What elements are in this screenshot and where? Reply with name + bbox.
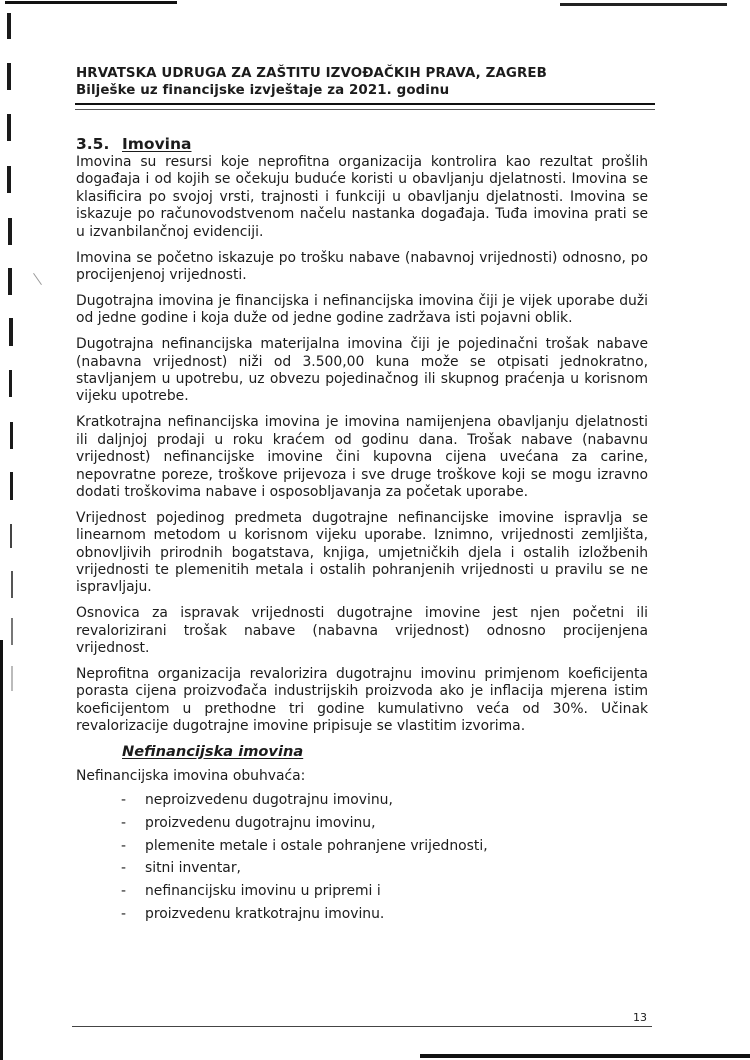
page-number: 13 xyxy=(633,1011,647,1024)
scan-edge-left xyxy=(0,640,3,1060)
header-rule-thick xyxy=(75,103,655,105)
paragraph: Neprofitna organizacija revalorizira dugotrajnu imovinu primjenom koeficijenta porasta cijena proizvođača industrijskih proizvoda ako je inflacija mjerena istim koeficijentom u prethodne tri godine kumulativno veća od 30%. Učinak revalorizacije dugotrajne imovine pripisuje se vlastitim izvorima. xyxy=(76,666,648,735)
subsection-title: Nefinancijska imovina xyxy=(122,742,304,760)
scan-stray-mark xyxy=(33,273,42,285)
section-title: Imovina xyxy=(122,135,192,153)
document-body xyxy=(76,154,648,926)
paragraph: Imovina se početno iskazuje po trošku nabave (nabavnoj vrijednosti) odnosno, po procijenjenoj vrijednosti. xyxy=(76,249,648,283)
list-item xyxy=(76,880,648,903)
list-item-text: proizvedenu kratkotrajnu imovinu. xyxy=(145,906,385,923)
binding-mark xyxy=(10,422,13,449)
dash-bullet-icon: - xyxy=(121,883,127,900)
dash-bullet-icon: - xyxy=(121,906,127,923)
section-heading xyxy=(76,134,191,154)
binding-mark xyxy=(9,318,13,346)
binding-mark xyxy=(10,472,13,500)
header-rule-thin xyxy=(75,109,655,110)
paragraph: Osnovica za ispravak vrijednosti dugotrajne imovine jest njen početni ili revalorizirani trošak nabave (nabavna vrijednost) odnosno procijenjena vrijednost. xyxy=(76,605,648,657)
subsection-intro: Nefinancijska imovina obuhvaća: xyxy=(76,767,306,784)
paragraph: Dugotrajna nefinancijska materijalna imovina čiji je pojedinačni trošak nabave (nabavna vrijednost) niži od 3.500,00 kuna može se otpisati jednokratno, stavljanjem u upotrebu, uz obvezu pojedinačnog ili skupnog praćenja u korisnom vijeku upotrebe. xyxy=(76,336,648,405)
dash-bullet-icon: - xyxy=(121,814,127,831)
paragraph: Imovina su resursi koje neprofitna organizacija kontrolira kao rezultat prošlih događaja i od kojih se očekuju buduće koristi u obavljanju djelatnosti. Imovina se klasificira po svojoj vrsti, trajnosti i funkciji u obavljanju djelatnosti. Imovina se iskazuje po računovodstvenom načelu nastanka događaja. Tuđa imovina prati se u izvanbilančnoj evidenciji. xyxy=(76,154,648,240)
binding-mark xyxy=(7,63,11,90)
list-item xyxy=(76,903,648,926)
dash-bullet-icon: - xyxy=(121,792,127,809)
paragraph: Kratkotrajna nefinancijska imovina je imovina namijenjena obavljanju djelatnosti ili daljnjoj prodaji u roku kraćem od godinu dana. Trošak nabave (nabavnu vrijednost) nefinancijske imovine čini kupovna cijena uvećana za carine, nepovratne poreze, troškove prijevoza i sve druge troškove koji se mogu izravno dodati troškovima nabave i osposobljavanja za početak uporabe. xyxy=(76,414,648,500)
list-item xyxy=(76,812,648,835)
binding-mark xyxy=(11,666,13,691)
document-subtitle: Bilješke uz financijske izvještaje za 2021. godinu xyxy=(76,82,450,98)
list-item xyxy=(76,835,648,858)
section-number: 3.5. xyxy=(76,135,110,153)
binding-mark xyxy=(10,524,12,548)
organization-name: HRVATSKA UDRUGA ZA ZAŠTITU IZVOĐAČKIH PRAVA, ZAGREB xyxy=(76,66,547,81)
binding-mark xyxy=(7,166,11,193)
dash-bullet-icon: - xyxy=(121,837,127,854)
dash-bullet-icon: - xyxy=(121,860,127,877)
asset-list xyxy=(76,789,648,926)
list-item-text: sitni inventar, xyxy=(145,860,241,877)
list-item xyxy=(76,857,648,880)
paragraph: Dugotrajna imovina je financijska i nefinancijska imovina čiji je vijek uporabe duži od jedne godine i koja duže od jedne godine zadržava isti pojavni oblik. xyxy=(76,292,648,327)
list-item-text: neproizvedenu dugotrajnu imovinu, xyxy=(145,792,393,809)
binding-mark xyxy=(8,218,12,245)
binding-mark xyxy=(7,13,11,39)
binding-mark xyxy=(9,370,12,397)
paragraph: Vrijednost pojedinog predmeta dugotrajne nefinancijske imovine ispravlja se linearnom metodom u korisnom vijeku uporabe. Iznimno, vrijednosti zemljišta, obnovljivih prirodnih bogatstava, knjiga, umjetničkih djela i ostalih izložbenih vrijednosti te plemenitih metala i ostalih pohranjenih vrijednosti u pravilu se ne ispravljaju. xyxy=(76,509,648,596)
list-item-text: proizvedenu dugotrajnu imovinu, xyxy=(145,814,376,831)
list-item-text: nefinancijsku imovinu u pripremi i xyxy=(145,883,381,900)
binding-mark xyxy=(11,571,13,598)
binding-mark xyxy=(8,268,12,295)
footer-rule xyxy=(72,1026,652,1027)
scan-edge-top-right xyxy=(560,3,727,6)
document-header xyxy=(76,66,656,99)
scan-edge-bottom xyxy=(420,1054,750,1058)
list-item-text: plemenite metale i ostale pohranjene vrijednosti, xyxy=(145,837,488,854)
binding-mark xyxy=(7,114,11,141)
list-item xyxy=(76,789,648,812)
scan-edge-top-left xyxy=(5,1,177,4)
binding-mark xyxy=(11,618,13,645)
